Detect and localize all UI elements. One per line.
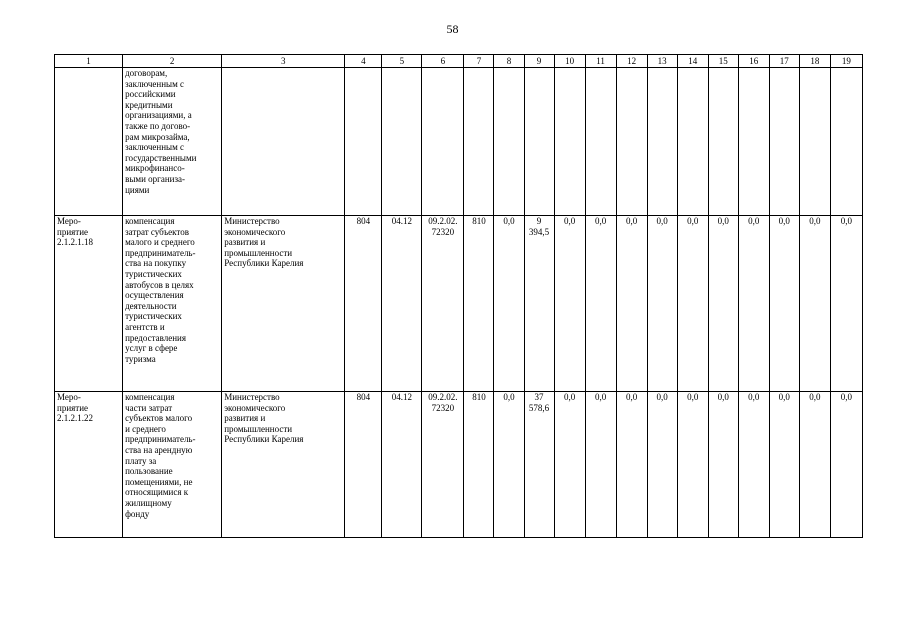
cell-line: также по догово- <box>125 120 191 131</box>
section-code-cell: 04.12 <box>382 216 422 392</box>
cell-line: компенсация <box>125 392 175 402</box>
column-number: 16 <box>738 55 769 68</box>
grbs-code-cell: 804 <box>345 392 382 538</box>
value-cell: 0,0 <box>616 216 647 392</box>
column-number: 14 <box>677 55 708 68</box>
cell-line: 09.2.02. <box>428 216 458 226</box>
value-cell: 0,0 <box>677 216 708 392</box>
cell-line: помещениями, не <box>125 476 193 487</box>
grbs-code-cell <box>345 68 382 216</box>
expense-type-cell <box>464 68 494 216</box>
column-number-row <box>55 55 863 68</box>
value-cell: 0,0 <box>738 392 769 538</box>
value-cell: 0,0 <box>494 216 524 392</box>
measure-description-cell <box>123 216 222 392</box>
cell-line: компенсация <box>125 216 175 226</box>
column-number: 19 <box>830 55 862 68</box>
responsible-executor-cell <box>222 68 345 216</box>
value-cell <box>799 68 830 216</box>
cell-line: Министерство <box>224 392 280 402</box>
target-article-cell <box>422 68 464 216</box>
cell-line: предоставления <box>125 332 186 343</box>
cell-line: туризма <box>125 353 156 364</box>
cell-line: 2.1.2.1.22 <box>57 413 93 424</box>
table-row <box>55 68 863 216</box>
cell-line: заключенным с <box>125 78 185 89</box>
cell-line: развития и <box>224 237 266 248</box>
cell-line: организациями, а <box>125 110 192 121</box>
column-number: 1 <box>55 55 123 68</box>
cell-line: кредитными <box>125 99 173 110</box>
cell-line: пользование <box>125 466 173 477</box>
value-cell: 0,0 <box>769 216 799 392</box>
cell-line: части затрат <box>125 402 173 413</box>
cell-line: ства на покупку <box>125 258 187 269</box>
grbs-code-cell: 804 <box>345 216 382 392</box>
value-cell: 0,0 <box>799 216 830 392</box>
cell-line: Меро- <box>57 392 81 402</box>
value-cell <box>554 68 585 216</box>
section-code-cell: 04.12 <box>382 392 422 538</box>
cell-line: Республики Карелия <box>224 258 304 269</box>
column-number: 7 <box>464 55 494 68</box>
value-cell: 0,0 <box>830 392 862 538</box>
measure-id-cell <box>55 392 123 538</box>
cell-line: российскими <box>125 89 176 100</box>
value-cell: 0,0 <box>647 216 677 392</box>
column-number: 10 <box>554 55 585 68</box>
measure-id-cell <box>55 216 123 392</box>
cell-line: 394,5 <box>528 226 550 237</box>
value-cell: 0,0 <box>647 392 677 538</box>
cell-line: туристических <box>125 311 182 322</box>
column-number: 2 <box>123 55 222 68</box>
page-number: 58 <box>446 22 459 36</box>
value-cell <box>494 68 524 216</box>
responsible-executor-cell <box>222 392 345 538</box>
column-number: 18 <box>799 55 830 68</box>
cell-line: государственными <box>125 152 197 163</box>
value-cell: 0,0 <box>799 392 830 538</box>
measure-id-cell <box>55 68 123 216</box>
section-code-cell <box>382 68 422 216</box>
value-cell <box>769 68 799 216</box>
budget-table <box>54 54 863 538</box>
cell-line: туристических <box>125 268 182 279</box>
value-cell <box>647 68 677 216</box>
value-cell: 0,0 <box>677 392 708 538</box>
cell-line: осуществления <box>125 290 184 301</box>
cell-line: 9 <box>536 216 542 226</box>
cell-line: приятие <box>57 402 89 413</box>
cell-line: 72320 <box>431 226 455 237</box>
cell-line: услуг в сфере <box>125 343 178 354</box>
expense-type-cell: 810 <box>464 392 494 538</box>
column-number: 9 <box>524 55 554 68</box>
cell-line: 09.2.02. <box>428 392 458 402</box>
cell-line: фонду <box>125 508 150 519</box>
column-number: 17 <box>769 55 799 68</box>
value-cell <box>524 216 554 392</box>
cell-line: экономического <box>224 402 286 413</box>
value-cell: 0,0 <box>708 392 738 538</box>
cell-line: плату за <box>125 455 157 466</box>
cell-line: субъектов малого <box>125 413 193 424</box>
value-cell: 0,0 <box>616 392 647 538</box>
cell-line: затрат субъектов <box>125 226 189 237</box>
value-cell: 0,0 <box>554 392 585 538</box>
cell-line: рам микрозайма, <box>125 131 190 142</box>
value-cell <box>616 68 647 216</box>
cell-line: автобусов в целях <box>125 279 194 290</box>
expense-type-cell: 810 <box>464 216 494 392</box>
value-cell <box>830 68 862 216</box>
cell-line: 37 <box>534 392 544 402</box>
target-article-cell <box>422 392 464 538</box>
cell-line: деятельности <box>125 300 177 311</box>
cell-line: промышленности <box>224 423 293 434</box>
column-number: 3 <box>222 55 345 68</box>
table-row <box>55 216 863 392</box>
cell-line: экономического <box>224 226 286 237</box>
cell-line: заключенным с <box>125 142 185 153</box>
cell-line: 72320 <box>431 402 455 413</box>
cell-line: 2.1.2.1.18 <box>57 237 93 248</box>
cell-line: приятие <box>57 226 89 237</box>
value-cell: 0,0 <box>554 216 585 392</box>
table-row <box>55 392 863 538</box>
value-cell: 0,0 <box>738 216 769 392</box>
value-cell: 0,0 <box>708 216 738 392</box>
cell-line: Министерство <box>224 216 280 226</box>
cell-line: Меро- <box>57 216 81 226</box>
cell-line: предприниматель- <box>125 434 196 445</box>
column-number: 8 <box>494 55 524 68</box>
value-cell <box>585 68 616 216</box>
column-number: 12 <box>616 55 647 68</box>
value-cell <box>738 68 769 216</box>
value-cell <box>524 392 554 538</box>
value-cell: 0,0 <box>585 392 616 538</box>
cell-line: малого и среднего <box>125 237 195 248</box>
column-number: 15 <box>708 55 738 68</box>
table-body <box>55 55 863 538</box>
column-number: 4 <box>345 55 382 68</box>
cell-line: и среднего <box>125 423 166 434</box>
cell-line: развития и <box>224 413 266 424</box>
cell-line: микрофинансо- <box>125 163 185 174</box>
measure-description-cell <box>123 68 222 216</box>
column-number: 13 <box>647 55 677 68</box>
cell-line: договорам, <box>125 68 168 78</box>
cell-line: ства на арендную <box>125 444 193 455</box>
responsible-executor-cell <box>222 216 345 392</box>
column-number: 11 <box>585 55 616 68</box>
cell-line: Республики Карелия <box>224 434 304 445</box>
column-number: 6 <box>422 55 464 68</box>
value-cell <box>524 68 554 216</box>
measure-description-cell <box>123 392 222 538</box>
cell-line: 578,6 <box>528 402 550 413</box>
cell-line: жилищному <box>125 497 172 508</box>
cell-line: агентств и <box>125 321 165 332</box>
cell-line: циями <box>125 184 150 195</box>
cell-line: выми организа- <box>125 173 186 184</box>
column-number: 5 <box>382 55 422 68</box>
target-article-cell <box>422 216 464 392</box>
value-cell: 0,0 <box>769 392 799 538</box>
value-cell <box>677 68 708 216</box>
value-cell: 0,0 <box>830 216 862 392</box>
cell-line: промышленности <box>224 247 293 258</box>
cell-line: предприниматель- <box>125 247 196 258</box>
value-cell: 0,0 <box>585 216 616 392</box>
value-cell: 0,0 <box>494 392 524 538</box>
cell-line: относящимися к <box>125 487 189 498</box>
value-cell <box>708 68 738 216</box>
